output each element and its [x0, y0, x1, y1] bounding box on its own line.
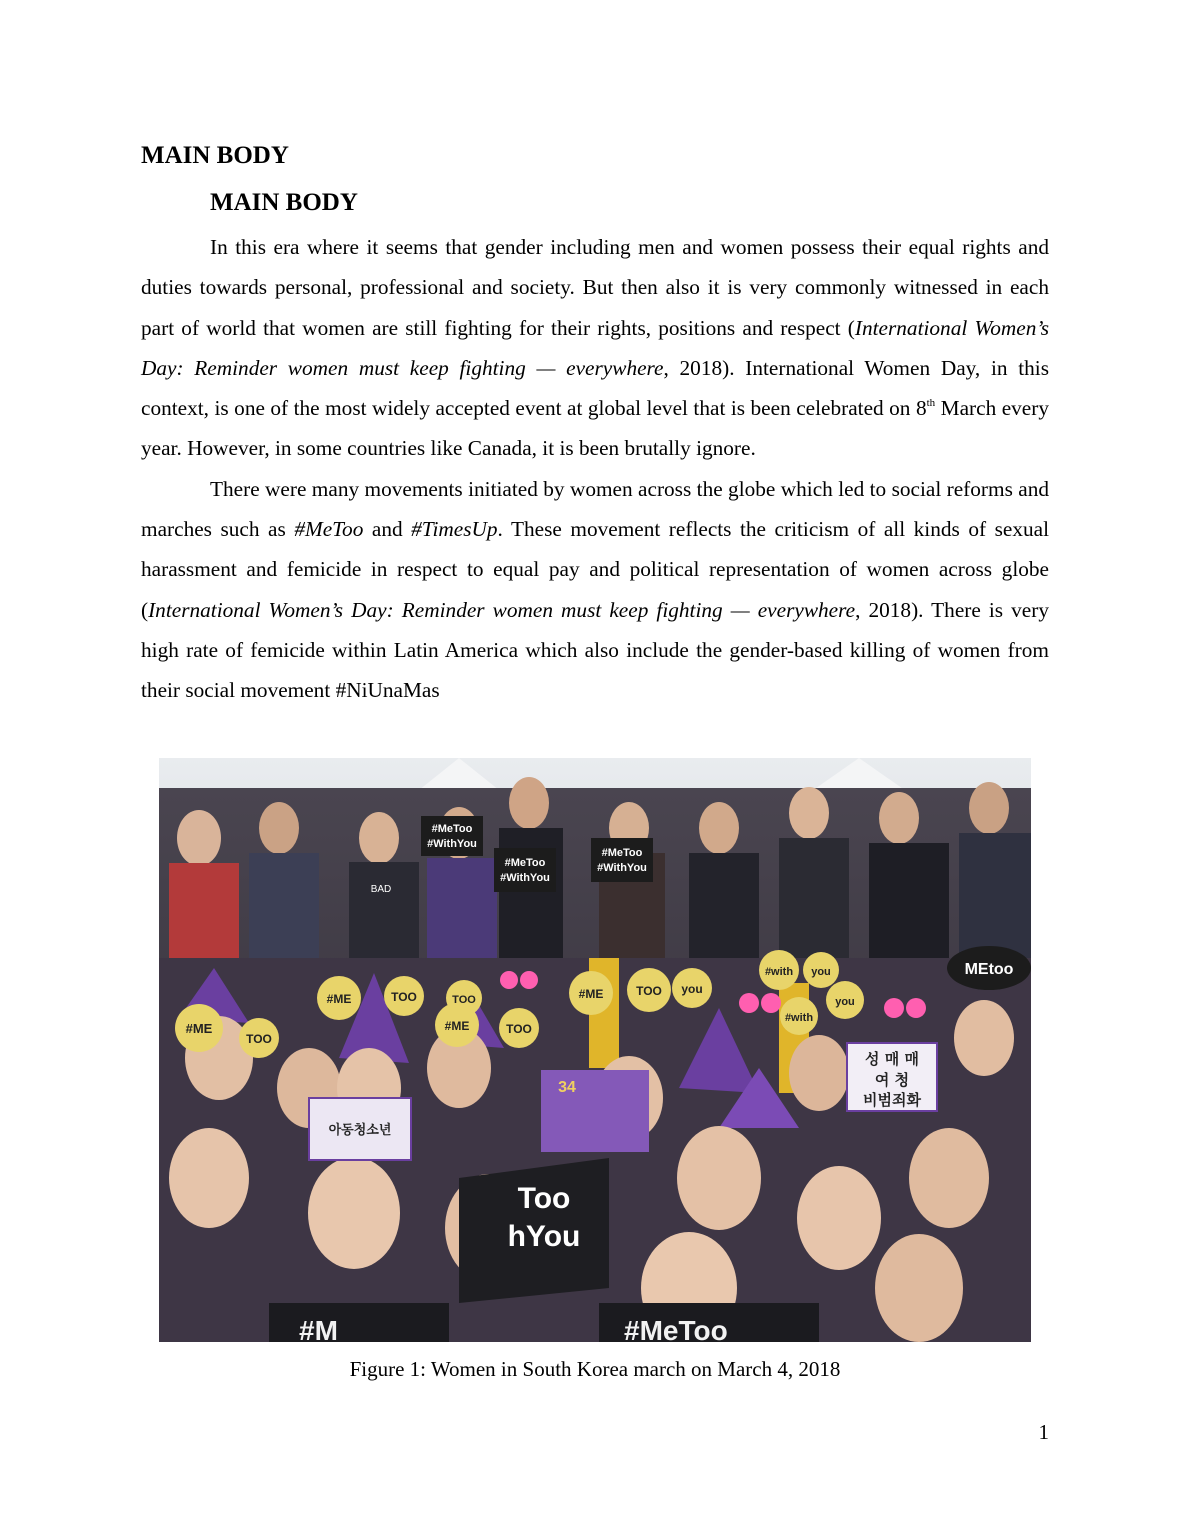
badge-too-2 — [384, 976, 424, 1016]
metoo-hat — [947, 946, 1031, 990]
badge-text: TOO — [506, 1022, 532, 1036]
page-number: 1 — [1038, 1420, 1049, 1444]
sign-text: #MeToo — [431, 823, 473, 835]
paragraph-1-text-a: In this era where it seems that gender including men and women possess their equal rights and duties towards personal, professional and society. But then also it is very commonly witnessed in each part of world that women are still fighting for their rights, positions and respect ( — [141, 235, 1049, 340]
figure-photo — [159, 758, 1031, 1342]
bottom-banner-left — [269, 1303, 449, 1342]
hashtag-metoo: #MeToo — [294, 517, 364, 542]
badge-you-2 — [803, 952, 839, 988]
badge-me-2 — [317, 976, 361, 1020]
hashtag-timesup: #TimesUp — [411, 517, 498, 542]
paragraph-1-citation: International Women’s Day: Reminder women must keep fighting — everywhere — [141, 315, 1049, 380]
paragraph-2 — [141, 469, 1049, 711]
badge-text: TOO — [452, 994, 476, 1006]
sign-metoo-withyou-2 — [494, 848, 556, 892]
korean-sign-right — [847, 1043, 937, 1111]
paragraph-1-text-b: , 2018). International Women Day, in this context, is one of the most widely accepted event at global level that is been celebrated on 8 — [141, 355, 1050, 421]
paragraph-2-text-a: There were many movements initiated by women across the globe which led to social reforms and marches such as — [141, 476, 1049, 542]
paragraph-2-text-b: and — [363, 517, 412, 542]
badge-too-1 — [239, 1018, 279, 1058]
badge-with-1 — [759, 950, 799, 990]
badge-text: #ME — [185, 1021, 213, 1036]
badge-too-3 — [446, 980, 482, 1016]
paragraph-1 — [141, 227, 1049, 469]
body-text — [141, 227, 1049, 711]
main-heading: MAIN BODY — [141, 142, 289, 169]
sign-text: 비범죄화 — [863, 1091, 921, 1109]
badge-you-1 — [672, 968, 712, 1008]
korean-sign-left — [309, 1098, 411, 1160]
sign-metoo-withyou-3 — [591, 838, 653, 882]
ordinal-superscript: th — [926, 397, 936, 410]
paragraph-2-text-c: . These movement reflects the criticism of all kinds of sexual harassment and femicide in respect to equal pay and political representation of women across globe ( — [141, 517, 1050, 622]
badge-text: #ME — [326, 992, 352, 1006]
badge-too-5 — [627, 968, 671, 1012]
photo-illustration — [159, 758, 1031, 1342]
sign-text: 성 매 매 — [865, 1050, 919, 1068]
badge-text: TOO — [246, 1032, 272, 1046]
badge-text: you — [835, 996, 855, 1008]
badge-text: you — [681, 982, 703, 996]
banner-text: #M — [299, 1315, 338, 1342]
sign-text: 아동청소년 — [328, 1123, 392, 1138]
sign-text: 34 — [558, 1079, 576, 1096]
paragraph-1-text-c: March every year. However, in some countries like Canada, it is been brutally ignore. — [141, 396, 1049, 461]
banner-text: Too — [517, 1182, 571, 1215]
badge-text: TOO — [636, 984, 662, 998]
badge-text: you — [811, 966, 831, 978]
metoo-banner — [459, 1158, 609, 1303]
sign-text: #MeToo — [504, 857, 546, 869]
sign-text: #WithYou — [427, 838, 477, 850]
paragraph-2-text-d: , 2018). There is very high rate of femicide within Latin America which also include the gender-based killing of women from their social movement #NiUnaMas — [141, 597, 1049, 703]
badge-text: TOO — [391, 990, 417, 1004]
badge-me-4 — [569, 971, 613, 1015]
bottom-banner-right — [599, 1303, 819, 1342]
shirt-text: BAD — [370, 884, 392, 895]
paragraph-2-citation: International Women’s Day: Reminder women must keep fighting — everywhere — [148, 597, 856, 622]
sign-text: #WithYou — [597, 862, 647, 874]
badge-text: #ME — [578, 987, 604, 1001]
badge-you-3 — [826, 981, 864, 1019]
sign-text: 여 청 — [874, 1071, 910, 1089]
hat-text: MEtoo — [964, 961, 1014, 978]
figure-caption: Figure 1: Women in South Korea march on March 4, 2018 — [349, 1357, 841, 1381]
banner-text: hYou — [507, 1220, 581, 1253]
banner-text: #MeToo — [624, 1315, 728, 1342]
badge-too-4 — [499, 1008, 539, 1048]
badge-text: #ME — [444, 1019, 470, 1033]
sign-text: #MeToo — [601, 847, 643, 859]
badge-text: #with — [764, 966, 794, 978]
badge-with-2 — [780, 997, 818, 1035]
badge-text: #with — [784, 1012, 814, 1024]
badge-me-1 — [175, 1004, 223, 1052]
sign-metoo-withyou-1 — [421, 816, 483, 856]
event-sign — [541, 1070, 649, 1152]
section-heading: MAIN BODY — [210, 189, 358, 216]
sign-text: #WithYou — [500, 872, 550, 884]
